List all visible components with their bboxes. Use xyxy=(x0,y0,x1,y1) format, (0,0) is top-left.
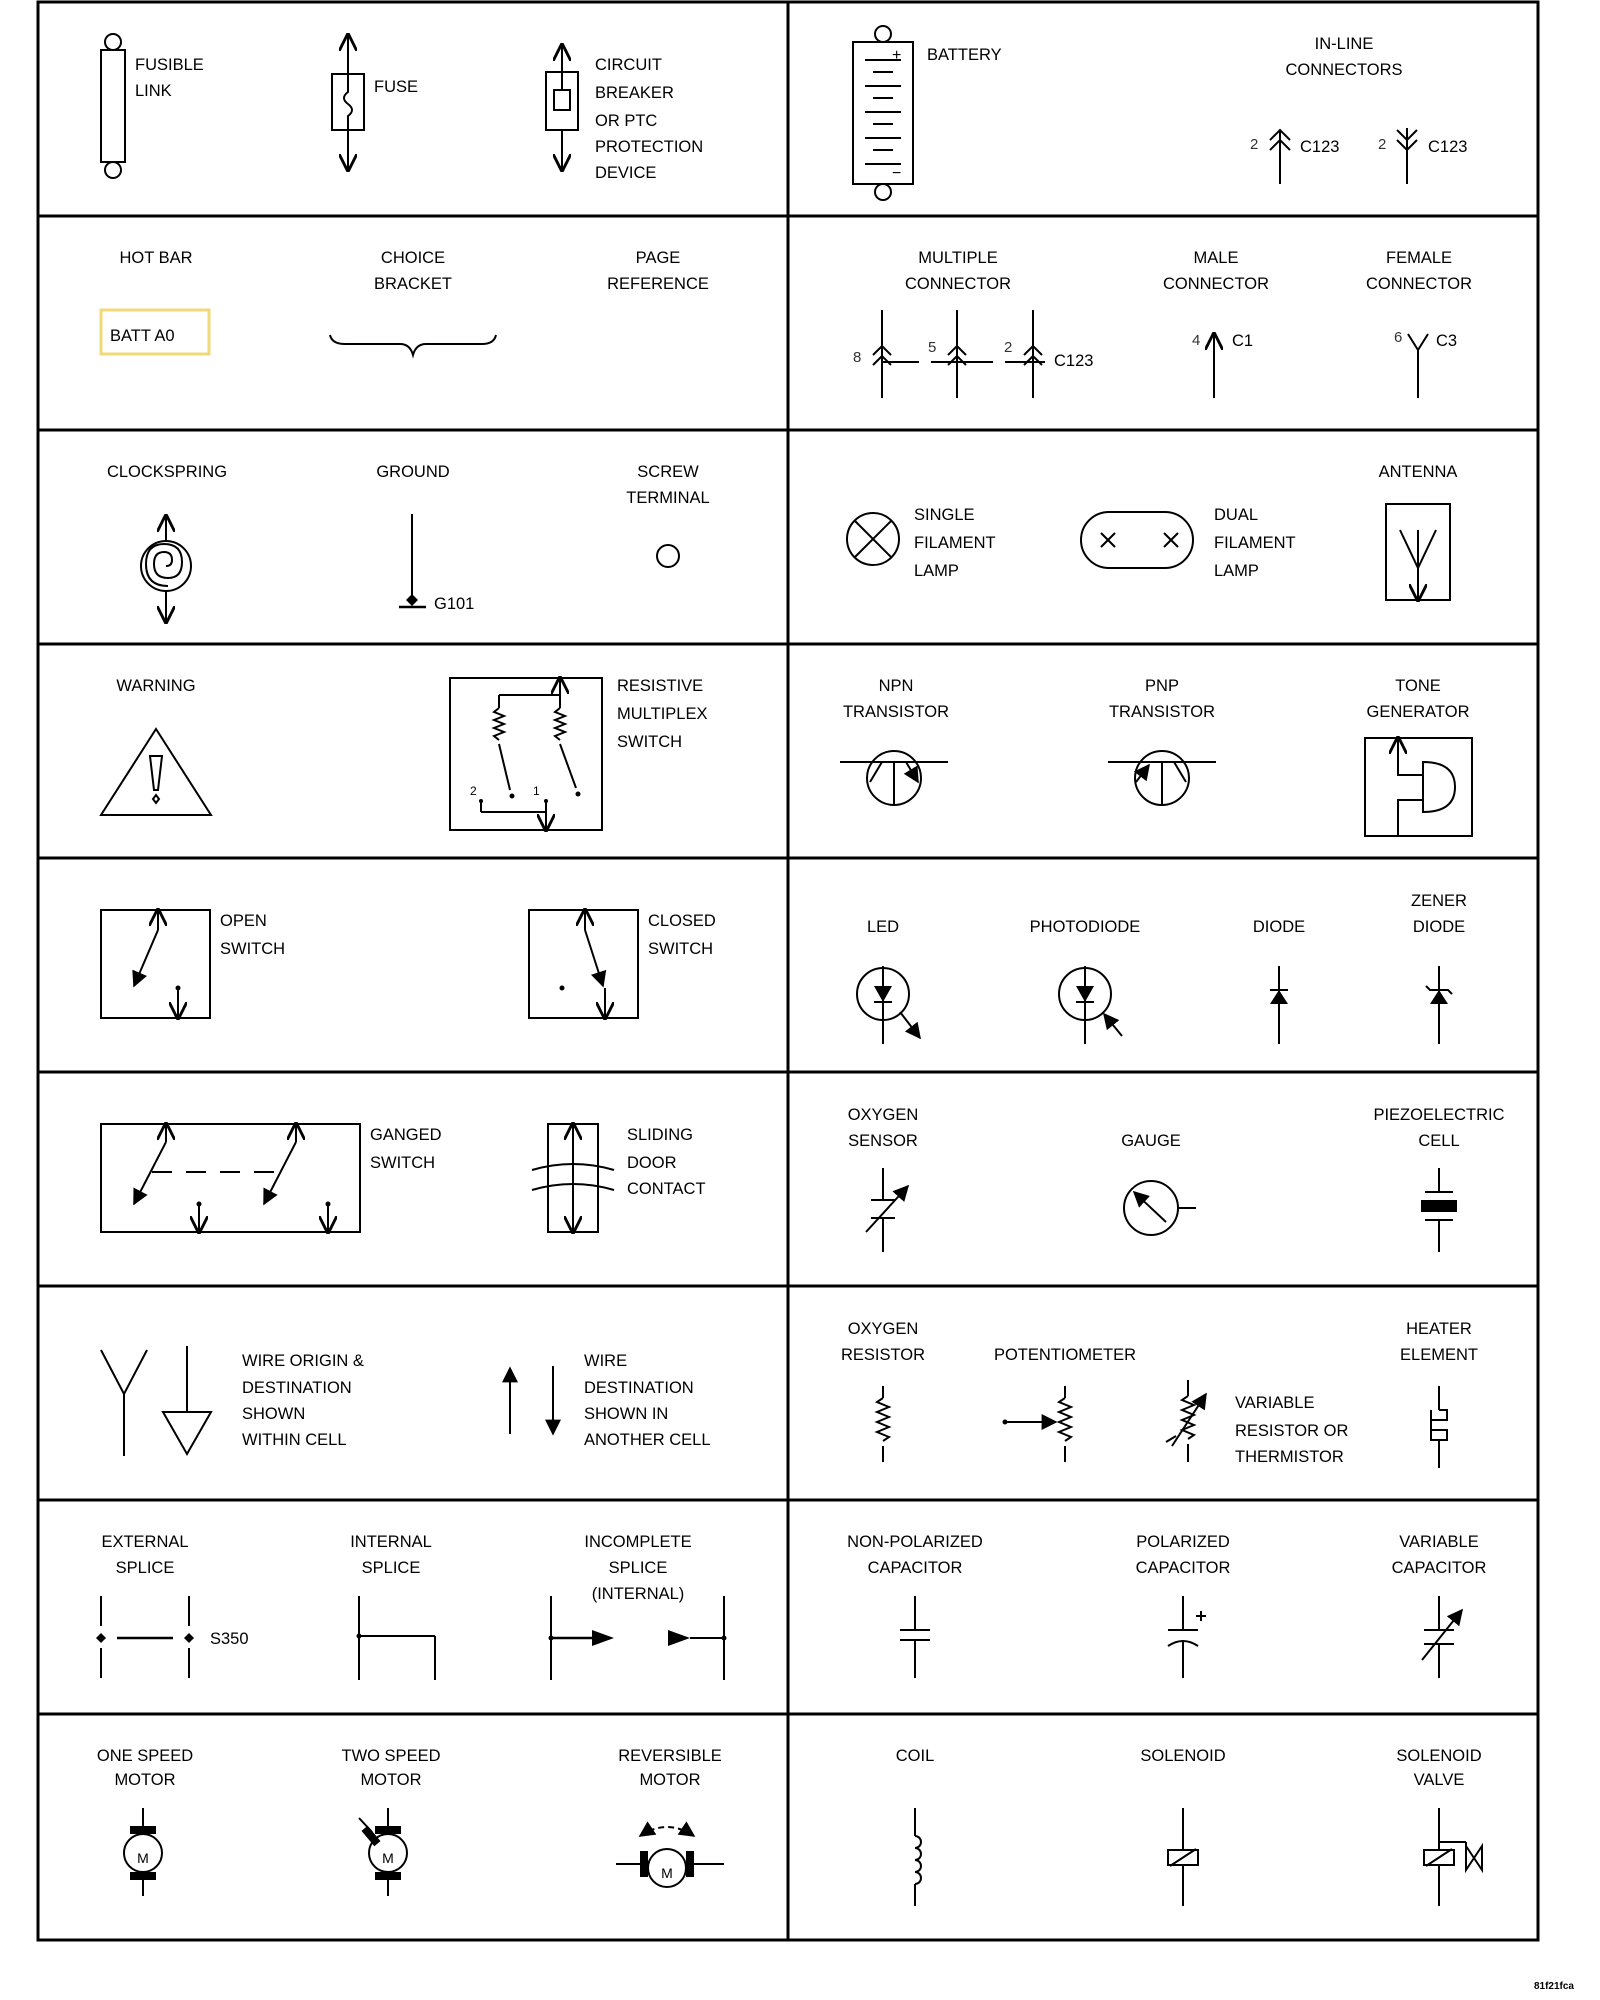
ganged-switch-symbol xyxy=(101,1124,360,1232)
solenoid-symbol xyxy=(1168,1808,1198,1906)
svg-text:−: − xyxy=(892,165,902,182)
inline-connector-code-1: C123 xyxy=(1300,138,1340,156)
variable-capacitor-symbol xyxy=(1422,1596,1462,1678)
figure-code: 81f21fca xyxy=(1533,1981,1574,1992)
led-symbol xyxy=(857,966,920,1044)
fusible-link-label: FUSIBLE LINK xyxy=(135,56,204,100)
male-connector-label: MALE CONNECTOR xyxy=(1162,249,1270,293)
wire-origin-label: WIRE ORIGIN & DESTINATION SHOWN WITHIN CELL xyxy=(242,1352,364,1449)
circuit-breaker-symbol xyxy=(546,45,578,170)
variable-resistor-label: VARIABLE RESISTOR OR THERMISTOR xyxy=(1235,1394,1349,1466)
internal-splice-symbol xyxy=(357,1596,436,1680)
npn-transistor-label: NPN TRANSISTOR xyxy=(842,677,950,721)
fusible-link-symbol xyxy=(101,34,125,178)
oxygen-sensor-symbol xyxy=(866,1168,908,1252)
closed-switch-symbol xyxy=(529,910,638,1018)
svg-text:+: + xyxy=(892,47,902,64)
resistive-multiplex-pin-1: 1 xyxy=(533,784,540,798)
hot-bar-box-text: BATT A0 xyxy=(110,327,175,345)
solenoid-valve-label: SOLENOID VALVE xyxy=(1396,1747,1482,1789)
led-label: LED xyxy=(866,918,900,936)
inline-connector-code-2: C123 xyxy=(1428,138,1468,156)
ground-symbol xyxy=(399,514,426,607)
inline-connectors-label: IN-LINE CONNECTORS xyxy=(1285,35,1403,79)
dual-filament-lamp-label: DUAL FILAMENT LAMP xyxy=(1214,506,1296,580)
zener-diode-label: ZENER DIODE xyxy=(1411,892,1467,936)
resistive-multiplex-switch-symbol xyxy=(450,678,602,830)
tone-generator-label: TONE GENERATOR xyxy=(1366,677,1470,721)
clockspring-label: CLOCKSPRING xyxy=(106,463,228,481)
non-polarized-capacitor-symbol xyxy=(900,1596,930,1678)
pnp-transistor-label: PNP TRANSISTOR xyxy=(1108,677,1216,721)
closed-switch-label: CLOSED SWITCH xyxy=(648,912,716,958)
screw-terminal-label: SCREW TERMINAL xyxy=(626,463,710,507)
multiple-connector-pin-5: 5 xyxy=(928,339,937,356)
photodiode-symbol xyxy=(1059,966,1122,1044)
clockspring-symbol xyxy=(141,516,191,622)
diode-symbol xyxy=(1270,966,1288,1044)
one-speed-motor-label: ONE SPEED MOTOR xyxy=(96,1747,194,1789)
sliding-door-contact-symbol xyxy=(532,1124,614,1232)
fuse-symbol xyxy=(332,35,364,170)
heater-element-symbol xyxy=(1431,1386,1447,1468)
gauge-symbol xyxy=(1124,1181,1196,1235)
multiple-connector-code: C123 xyxy=(1054,352,1094,370)
multiple-connector-pin-2: 2 xyxy=(1004,339,1013,356)
reversible-motor-m: M xyxy=(661,1865,673,1881)
grid-frame xyxy=(38,2,1538,1940)
battery-symbol xyxy=(853,26,913,200)
oxygen-resistor-label: OXYGEN RESISTOR xyxy=(840,1320,926,1364)
hot-bar-label: HOT BAR xyxy=(119,249,193,267)
gauge-label: GAUGE xyxy=(1121,1132,1181,1150)
ground-label: GROUND xyxy=(376,463,450,481)
choice-bracket-symbol xyxy=(330,335,496,355)
piezoelectric-cell-label: PIEZOELECTRIC CELL xyxy=(1373,1106,1505,1150)
antenna-symbol xyxy=(1386,504,1450,600)
page-reference-label: PAGE REFERENCE xyxy=(607,249,709,293)
incomplete-splice-label: INCOMPLETE SPLICE (INTERNAL) xyxy=(584,1533,692,1603)
solenoid-label: SOLENOID xyxy=(1140,1747,1226,1765)
female-connector-label: FEMALE CONNECTOR xyxy=(1365,249,1473,293)
wire-origin-symbol xyxy=(101,1346,211,1456)
resistive-multiplex-pin-2: 2 xyxy=(470,784,477,798)
ganged-switch-label: GANGED SWITCH xyxy=(370,1126,442,1172)
variable-capacitor-label: VARIABLE CAPACITOR xyxy=(1391,1533,1487,1577)
external-splice-label: EXTERNAL SPLICE xyxy=(101,1533,189,1577)
solenoid-valve-symbol xyxy=(1424,1808,1482,1906)
antenna-label: ANTENNA xyxy=(1378,463,1458,481)
multiple-connector-pin-8: 8 xyxy=(853,349,862,366)
variable-resistor-symbol xyxy=(1166,1380,1206,1462)
screw-terminal-symbol xyxy=(657,545,679,567)
external-splice-code: S350 xyxy=(210,1630,249,1648)
incomplete-splice-symbol xyxy=(549,1596,727,1680)
female-connector-pin: 6 xyxy=(1394,329,1403,346)
single-filament-lamp-symbol xyxy=(847,513,899,565)
battery-label: BATTERY xyxy=(927,46,1002,64)
inline-connector-female-symbol xyxy=(1397,128,1417,184)
piezoelectric-cell-symbol xyxy=(1421,1168,1457,1252)
one-speed-motor-m: M xyxy=(137,1850,149,1866)
external-splice-symbol xyxy=(96,1596,194,1678)
ground-code: G101 xyxy=(434,595,475,613)
coil-label: COIL xyxy=(895,1747,935,1765)
open-switch-symbol xyxy=(101,910,210,1018)
reversible-motor-label: REVERSIBLE MOTOR xyxy=(618,1747,722,1789)
multiple-connector-label: MULTIPLE CONNECTOR xyxy=(904,249,1012,293)
single-filament-lamp-label: SINGLE FILAMENT LAMP xyxy=(914,506,996,580)
photodiode-label: PHOTODIODE xyxy=(1029,918,1141,936)
sliding-door-contact-label: SLIDING DOOR CONTACT xyxy=(627,1126,706,1198)
two-speed-motor-label: TWO SPEED MOTOR xyxy=(341,1747,441,1789)
wire-destination-label: WIRE DESTINATION SHOWN IN ANOTHER CELL xyxy=(584,1352,711,1449)
fuse-label: FUSE xyxy=(374,78,419,96)
inline-connector-male-symbol xyxy=(1270,130,1290,184)
male-connector-pin: 4 xyxy=(1192,332,1201,349)
diode-label: DIODE xyxy=(1252,918,1306,936)
inline-connector-pin-2: 2 xyxy=(1378,136,1387,153)
warning-label: WARNING xyxy=(116,677,196,695)
tone-generator-symbol xyxy=(1365,738,1472,836)
npn-transistor-symbol xyxy=(840,751,948,805)
potentiometer-symbol xyxy=(1003,1386,1072,1462)
open-switch-label: OPEN SWITCH xyxy=(220,912,286,958)
potentiometer-label: POTENTIOMETER xyxy=(993,1346,1137,1364)
inline-connector-pin-1: 2 xyxy=(1250,136,1259,153)
female-connector-code: C3 xyxy=(1436,332,1458,350)
polarized-capacitor-symbol xyxy=(1168,1596,1206,1678)
wire-destination-symbol xyxy=(510,1366,553,1434)
non-polarized-capacitor-label: NON-POLARIZED CAPACITOR xyxy=(847,1533,983,1577)
pnp-transistor-symbol xyxy=(1108,751,1216,805)
multiple-connector-symbol xyxy=(873,310,1045,398)
male-connector-code: C1 xyxy=(1232,332,1254,350)
dual-filament-lamp-symbol xyxy=(1081,512,1193,568)
two-speed-motor-m: M xyxy=(382,1850,394,1866)
oxygen-resistor-symbol xyxy=(877,1386,889,1462)
internal-splice-label: INTERNAL SPLICE xyxy=(350,1533,432,1577)
resistive-multiplex-switch-label: RESISTIVE MULTIPLEX SWITCH xyxy=(617,677,708,751)
polarized-capacitor-label: POLARIZED CAPACITOR xyxy=(1135,1533,1231,1577)
oxygen-sensor-label: OXYGEN SENSOR xyxy=(847,1106,919,1150)
warning-triangle-icon xyxy=(101,729,211,815)
female-connector-symbol xyxy=(1408,334,1428,398)
zener-diode-symbol xyxy=(1426,966,1452,1044)
choice-bracket-label: CHOICE BRACKET xyxy=(374,249,452,293)
coil-symbol xyxy=(915,1808,921,1906)
heater-element-label: HEATER ELEMENT xyxy=(1400,1320,1478,1364)
circuit-breaker-label: CIRCUIT BREAKER OR PTC PROTECTION DEVICE xyxy=(595,56,704,182)
